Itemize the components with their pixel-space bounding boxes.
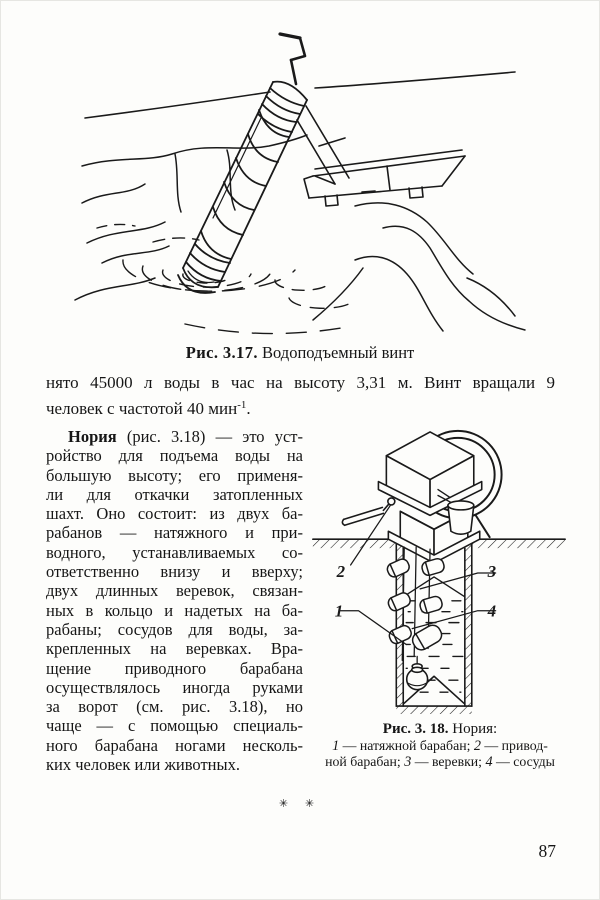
fig-318-noria-illustration <box>310 420 570 716</box>
body-line: ного барабана ногами несколь- <box>46 735 303 755</box>
body-line: осуществлялось иногда руками <box>46 677 303 697</box>
screw-helix <box>201 110 289 259</box>
label-4: 4 <box>487 601 497 621</box>
water-trough <box>304 150 465 206</box>
superscript-exponent: -1 <box>237 399 247 411</box>
fig-317-caption-text: Водоподъемный винт <box>257 343 415 362</box>
fig-318-caption-text: Нория: <box>448 721 498 737</box>
page-number: 87 <box>538 841 556 861</box>
label-3: 3 <box>487 561 497 581</box>
fig-318-caption-label: Рис. 3. 18. <box>382 721 449 737</box>
body-line: шахт. Оно состоит: из двух ба- <box>46 504 303 524</box>
body-line: ли для откачки затопленных <box>46 484 303 504</box>
body-line: нято 45000 л воды в час на высоту 3,31 м. Винт вращали 9 <box>46 373 555 392</box>
body-line: крепленных на веревках. Вра- <box>46 639 303 659</box>
body-line: ных в кольцо и надетых на ба- <box>46 600 303 620</box>
legend-line: 1 — натяжной барабан; 2 — привод- <box>332 738 548 754</box>
body-line: человек с частотой 40 мин$^{-1}$. <box>46 399 251 418</box>
label-2: 2 <box>336 561 346 581</box>
fig-317-water-screw-illustration <box>57 28 543 340</box>
body-line: водного, устанавливаемых со- <box>46 542 303 562</box>
fig-317-caption-label: Рис. 3.17. <box>185 343 258 362</box>
legend-line: ной барабан; 3 — веревки; 4 — сосуды <box>325 754 555 771</box>
horizon-lines <box>85 72 515 118</box>
body-line: чаще — с помощью специаль- <box>46 716 303 736</box>
tension-weight <box>407 656 428 689</box>
intro-paragraph <box>46 372 555 420</box>
body-line: ких человек или животных. <box>46 755 240 775</box>
screw-body <box>178 82 307 293</box>
fig-317-caption <box>46 343 554 363</box>
body-line: Нория (рис. 3.18) — это уст- <box>68 427 303 446</box>
section-divider-stars: ✳ ✳ <box>278 798 322 810</box>
body-line: двух длинных веревок, связан- <box>46 581 303 601</box>
pit-rocks <box>75 135 525 331</box>
fig-318-block <box>306 420 574 770</box>
body-line: большую высоту; его применя- <box>46 465 303 485</box>
body-line: ответственно внизу и вверху; <box>46 562 303 582</box>
body-line: ройство для подъема воды на <box>46 446 303 466</box>
noria-paragraph <box>46 427 303 774</box>
body-line: щение приводного барабана <box>46 658 303 678</box>
term-noria: Нория <box>68 427 117 446</box>
fig-318-legend <box>306 738 574 770</box>
body-line: за ворот (см. рис. 3.18), но <box>46 697 303 717</box>
body-line: рабаны; сосудов для воды, за- <box>46 619 303 639</box>
label-1: 1 <box>334 601 344 621</box>
fig-318-caption <box>306 721 574 738</box>
crank-handle <box>280 34 305 84</box>
body-line: рабанов — натяжного и при- <box>46 523 303 543</box>
